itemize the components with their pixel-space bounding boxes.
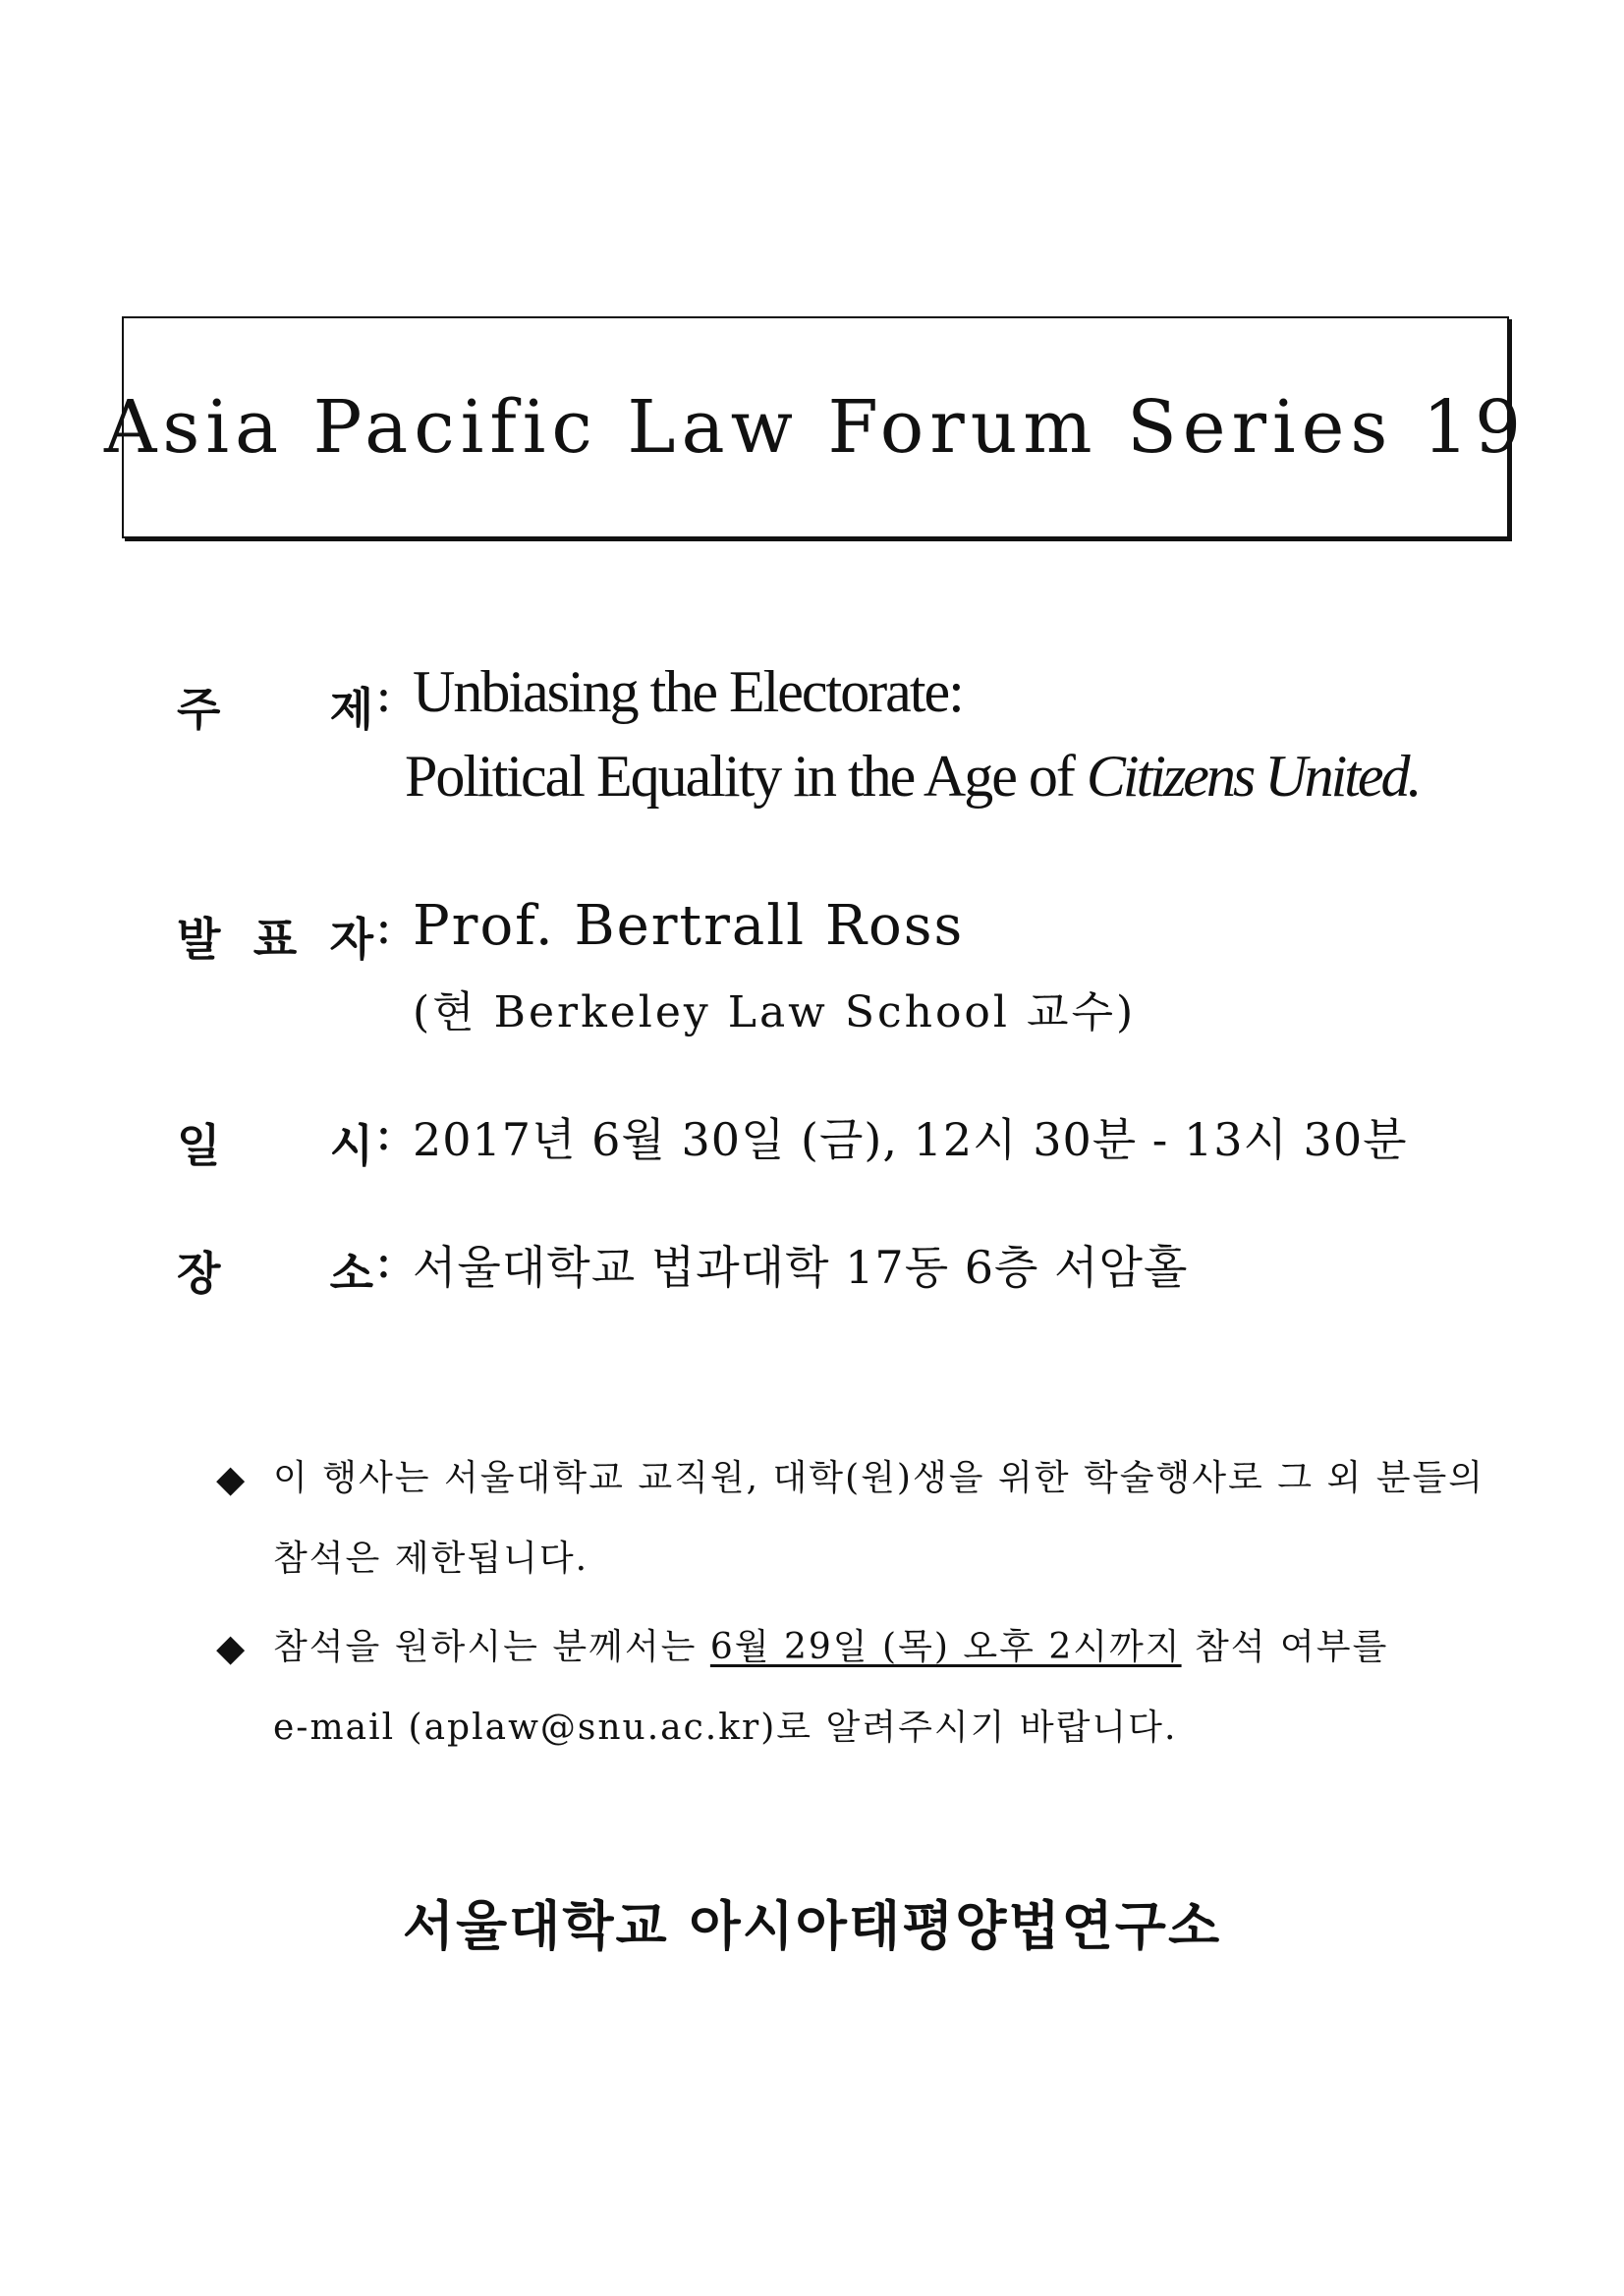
venue-colon: : <box>375 1232 392 1289</box>
notice-restriction-line-2: 참석은 제한됩니다. <box>273 1539 589 1579</box>
speaker-label: 발 표 자 <box>177 913 373 966</box>
datetime-value: 2017년 6월 30일 (금), 12시 30분 - 13시 30분 <box>413 1113 1408 1166</box>
diamond-bullet-icon: ◆ <box>216 1457 248 1500</box>
topic-line-1: Unbiasing the Electorate: <box>413 659 963 724</box>
topic-italic-case-name: Citizens United. <box>1086 744 1420 809</box>
datetime-label: 일 시 <box>177 1119 373 1172</box>
venue-value: 서울대학교 법과대학 17동 6층 서암홀 <box>413 1241 1189 1294</box>
topic-line-2: Political Equality in the Age of Citizens United. <box>405 744 1420 809</box>
speaker-affiliation: (현 Berkeley Law School 교수) <box>413 987 1137 1037</box>
notice-rsvp-line-2: e-mail (aplaw@snu.ac.kr)로 알려주시기 바랍니다. <box>273 1708 1178 1748</box>
topic-colon: : <box>375 666 392 723</box>
speaker-name: Prof. Bertrall Ross <box>413 894 965 958</box>
rsvp-deadline: 6월 29일 (목) 오후 2시까지 <box>709 1627 1182 1667</box>
diamond-bullet-icon: ◆ <box>216 1626 248 1669</box>
title-box <box>103 316 1528 538</box>
venue-label: 장 소 <box>177 1247 373 1300</box>
organizer-name: 서울대학교 아시아태평양법연구소 <box>402 1895 1222 1957</box>
notice-rsvp-line-1: 참석을 원하시는 분께서는 6월 29일 (목) 오후 2시까지 참석 여부를 <box>273 1627 1389 1667</box>
page-title: Asia Pacific Law Forum Series 19 <box>103 385 1528 470</box>
speaker-colon: : <box>375 898 392 955</box>
notice-restriction-line-1: 이 행사는 서울대학교 교직원, 대학(원)생을 위한 학술행사로 그 외 분들의 <box>273 1458 1485 1498</box>
datetime-colon: : <box>375 1104 392 1161</box>
topic-label: 주 제 <box>177 683 373 736</box>
